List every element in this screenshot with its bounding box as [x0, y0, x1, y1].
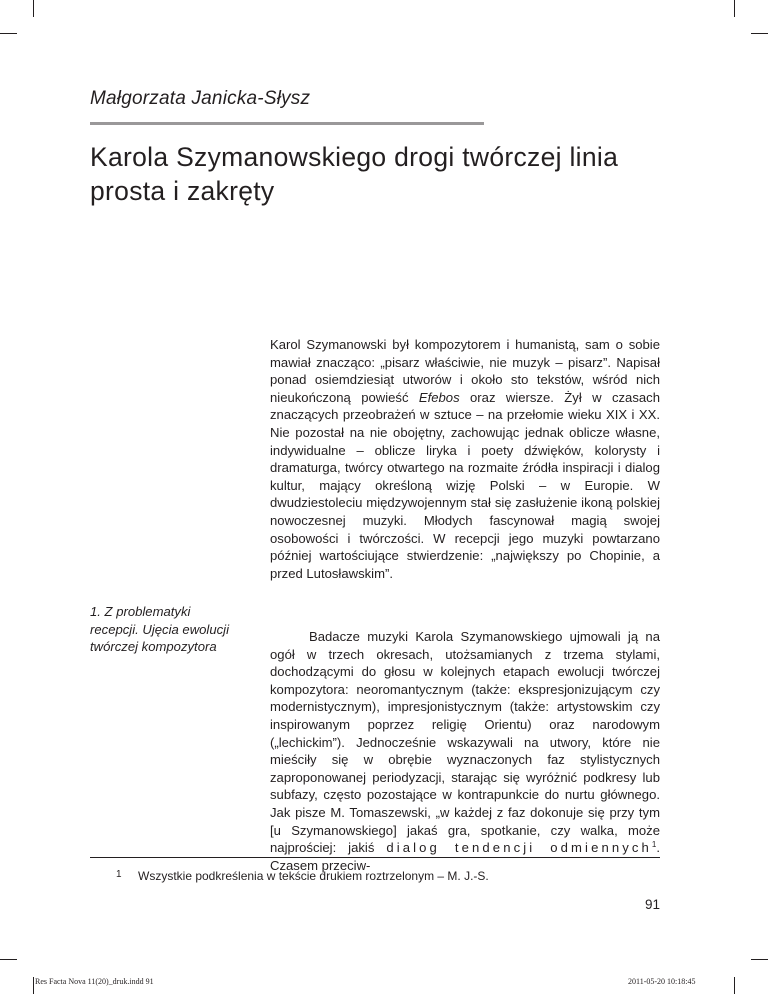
article-title: Karola Szymanowskiego drogi twórczej linia prosta i zakręty: [90, 142, 619, 206]
crop-mark: [0, 33, 17, 34]
print-slug-file: Res Facta Nova 11(20)_druk.indd 91: [35, 977, 154, 986]
author-name: Małgorzata Janicka-Słysz: [90, 88, 311, 109]
footnote-number: 1: [116, 869, 122, 880]
crop-mark: [734, 977, 735, 994]
crop-mark: [0, 959, 17, 960]
intro-paragraph: Karol Szymanowski był kompozytorem i humanistą, sam o sobie mawiał znacząco: „pisarz właściwie, nie muzyk – pisarz”. Napisał ponad osiemdziesiąt utworów i około sto tekstów, wśród nich nieukończoną powieść Efebos oraz wiersze. Żył w czasach znaczących przeobrażeń w sztuce – na przełomie wieku XIX i XX. Nie pozostał na nie obojętny, zachowując jednak oblicze własne, indywidualne – oblicze liryka i poety dźwięków, kolorysty i dramaturga, twórcy otwartego na rozmaite źródła inspiracji i dialog kultur, mający określoną wizję Polski – w Europie. W dwudziestoleciu międzywojennym stał się zasłużenie ikoną polskiej nowoczesnej muzyki. Młodych fascynował magią swojej osobowości i twórczości. W recepcji jego muzyki powtarzano później wartościujące stwierdzenie: „największy po Chopinie, a przed Lutosławskim”.: [270, 337, 660, 581]
footnote: [90, 867, 660, 884]
title-rule: [90, 122, 484, 125]
body-paragraph: [270, 628, 660, 874]
crop-mark: [751, 959, 768, 960]
spaced-emphasis: dialog tendencji odmiennych: [386, 840, 652, 856]
section-heading: 1. Z problematyki recepcji. Ujęcia ewolucji twórczej kompozytora: [90, 604, 229, 655]
crop-mark: [734, 0, 735, 17]
footnote-reference: 1: [651, 840, 657, 850]
body-paragraph-main: Badacze muzyki Karola Szymanowskiego ujmowali ją na ogół w trzech okresach, utożsamianych z trzema stylami, dochodzącymi do głosu w kolejnych etapach ewolucji twórczej kompozytora: neoromantycznym (także: ekspresjonizującym czy modernistycznym), impresjonistycznym (także: artystowskim czy inspirowanym poprzez religię Orientu) oraz narodowym („lechickim”). Jednocześnie wskazywali na utwory, które nie mieściły się w obrębie wyznaczonych faz stylistycznych zaproponowanej periodyzacji, starając się wyróżnić podkresy lub subfazy, często pozostające w kontrapunkcie do nurtu głównego. Jak pisze M. Tomaszewski, „w każdej z faz dokonuje się przy tym [u Szymanowskiego] jakaś gra, spotkanie, czy walka, może najprościej: jakiś: [270, 629, 660, 856]
crop-mark: [33, 977, 34, 994]
footnote-rule: [90, 857, 660, 858]
body-paragraph-tail: . Czasem przeciw-: [270, 840, 660, 873]
crop-mark: [33, 0, 34, 17]
footnote-text: Wszystkie podkreślenia w tekście drukiem roztrzelonym – M. J.-S.: [138, 869, 489, 883]
crop-mark: [751, 33, 768, 34]
page-number: 91: [644, 897, 660, 912]
novel-title: Efebos: [418, 389, 460, 405]
print-slug-timestamp: 2011-05-20 10:18:45: [628, 977, 696, 986]
